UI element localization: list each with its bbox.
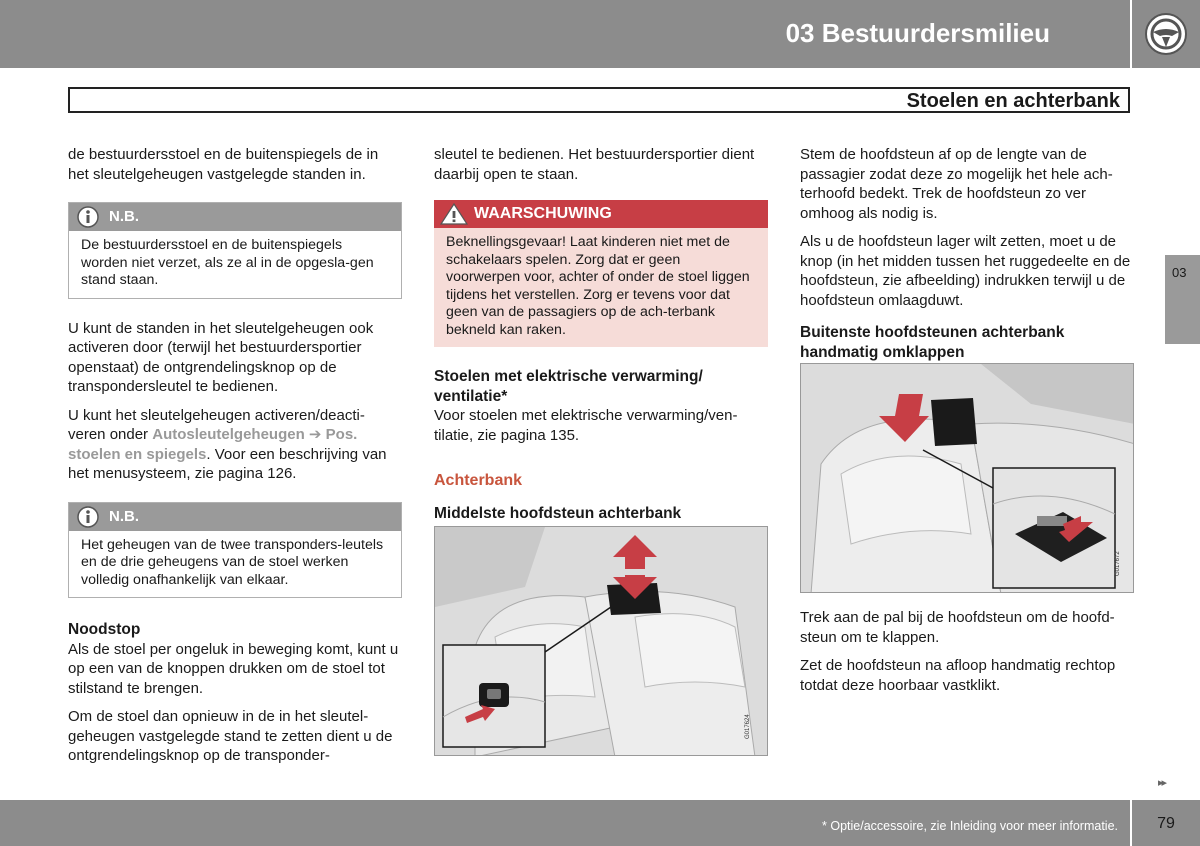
continued-arrows-icon: ▸▸ bbox=[1158, 777, 1166, 789]
warning-text: Beknellingsgevaar! Laat kinderen niet met de schakelaars spelen. Zorg dat er geen voorwerpen voor, achter of onder de stoel liggen tijdens het verstellen. Zorg er tevens voor dat geen van de passagiers op de ach-terbank bekneld kan raken. bbox=[434, 228, 768, 347]
figure-outer-headrest bbox=[800, 363, 1134, 593]
footer-note: * Optie/accessoire, zie Inleiding voor meer informatie. bbox=[822, 819, 1118, 833]
paragraph: U kunt de standen in het sleutelgeheugen ook activeren door (terwijl het bestuurdersportier openstaat) de ontgrendelingsknop op de transpondersleutel te bedienen. bbox=[68, 319, 374, 395]
rear-seat-illustration bbox=[435, 527, 768, 756]
chapter-title: 03 Bestuurdersmilieu bbox=[785, 18, 1050, 48]
text: U kunt het sleutelgeheugen activeren/deacti-veren onder bbox=[68, 406, 365, 443]
paragraph: Zet de hoofdsteun na afloop handmatig rechtop totdat deze hoorbaar vastklikt. bbox=[800, 657, 1116, 694]
section-title: Stoelen en achterbank bbox=[906, 90, 1120, 112]
column-2 bbox=[434, 145, 768, 524]
text: . Voor een beschrijving van het menusysteem, zie pagina 126. bbox=[68, 445, 387, 482]
chapter-icon-box bbox=[1132, 0, 1200, 68]
column-3 bbox=[800, 145, 1134, 362]
outer-headrest-illustration bbox=[801, 364, 1134, 593]
warning-box bbox=[434, 200, 768, 347]
page-number: 79 bbox=[1157, 815, 1175, 832]
paragraph: de bestuurdersstoel en de buitenspiegels de in het sleutelgeheugen vastgelegde standen in. bbox=[68, 146, 379, 183]
steering-wheel-icon bbox=[1144, 12, 1188, 56]
heading-outer-headrests: Buitenste hoofdsteunen achterbank handmatig omklappen bbox=[800, 324, 1065, 361]
column-3-bottom bbox=[800, 608, 1134, 695]
header-bar bbox=[0, 0, 1130, 68]
note-label: N.B. bbox=[109, 507, 139, 525]
paragraph: Voor stoelen met elektrische verwarming/ven-tilatie, zie pagina 135. bbox=[434, 407, 738, 444]
warning-triangle-icon bbox=[440, 203, 468, 225]
paragraph bbox=[68, 406, 402, 484]
paragraph: Stem de hoofdsteun af op de lengte van de passagier zodat deze zo mogelijk het hele ach-terhoofd bedekt. Trek de hoofdsteun zo ver omhoog als nodig is. bbox=[800, 146, 1113, 222]
figure-code: G017672 bbox=[1115, 551, 1121, 576]
info-icon bbox=[75, 506, 101, 528]
note-header bbox=[69, 503, 401, 531]
page-number-box bbox=[1132, 800, 1200, 846]
note-text: De bestuurdersstoel en de buitenspiegels worden niet verzet, als ze al in de opgesla-gen stand staan. bbox=[81, 237, 374, 288]
side-tab-label: 03 bbox=[1172, 265, 1187, 280]
note-text: Het geheugen van de twee transponders-leutels en de drie geheugens van de stoel werken volledig onafhankelijk van elkaar. bbox=[81, 536, 384, 588]
heading-heating: Stoelen met elektrische verwarming/ ventilatie* bbox=[434, 368, 703, 405]
warning-header bbox=[434, 200, 768, 228]
paragraph: sleutel te bedienen. Het bestuurdersportier dient daarbij open te staan. bbox=[434, 146, 755, 183]
figure-middle-headrest bbox=[434, 526, 768, 756]
menu-path-link: Autosleutelgeheugen ➔ Pos. stoelen en spiegels bbox=[68, 426, 358, 463]
paragraph: Om de stoel dan opnieuw in de in het sleutel-geheugen vastgelegde stand te zetten dient u de ontgrendelingsknop op de transponder- bbox=[68, 708, 393, 764]
footer-bar bbox=[0, 800, 1130, 846]
section-header bbox=[68, 87, 1130, 113]
heading-middle-headrest: Middelste hoofdsteun achterbank bbox=[434, 505, 682, 522]
paragraph: Als de stoel per ongeluk in beweging komt, kunt u op een van de knoppen drukken om de stoel tot stilstand te brengen. bbox=[68, 640, 399, 697]
column-1 bbox=[68, 145, 402, 766]
paragraph: Als u de hoofdsteun lager wilt zetten, moet u de knop (in het midden tussen het ruggedeelte en de hoofdsteun, zie afbeelding) indrukken terwijl u de hoofdsteun omlaagduwt. bbox=[800, 233, 1131, 309]
note-header bbox=[69, 203, 401, 231]
heading-noodstop: Noodstop bbox=[68, 621, 141, 638]
info-icon bbox=[75, 206, 101, 228]
note-box bbox=[68, 502, 402, 599]
note-box bbox=[68, 202, 402, 299]
warning-label: WAARSCHUWING bbox=[474, 205, 612, 222]
figure-code: G017624 bbox=[745, 714, 751, 739]
chapter-side-tab bbox=[1165, 255, 1200, 344]
heading-achterbank: Achterbank bbox=[434, 472, 523, 489]
note-label: N.B. bbox=[109, 208, 139, 225]
paragraph: Trek aan de pal bij de hoofdsteun om de hoofd-steun om te klappen. bbox=[800, 609, 1115, 646]
